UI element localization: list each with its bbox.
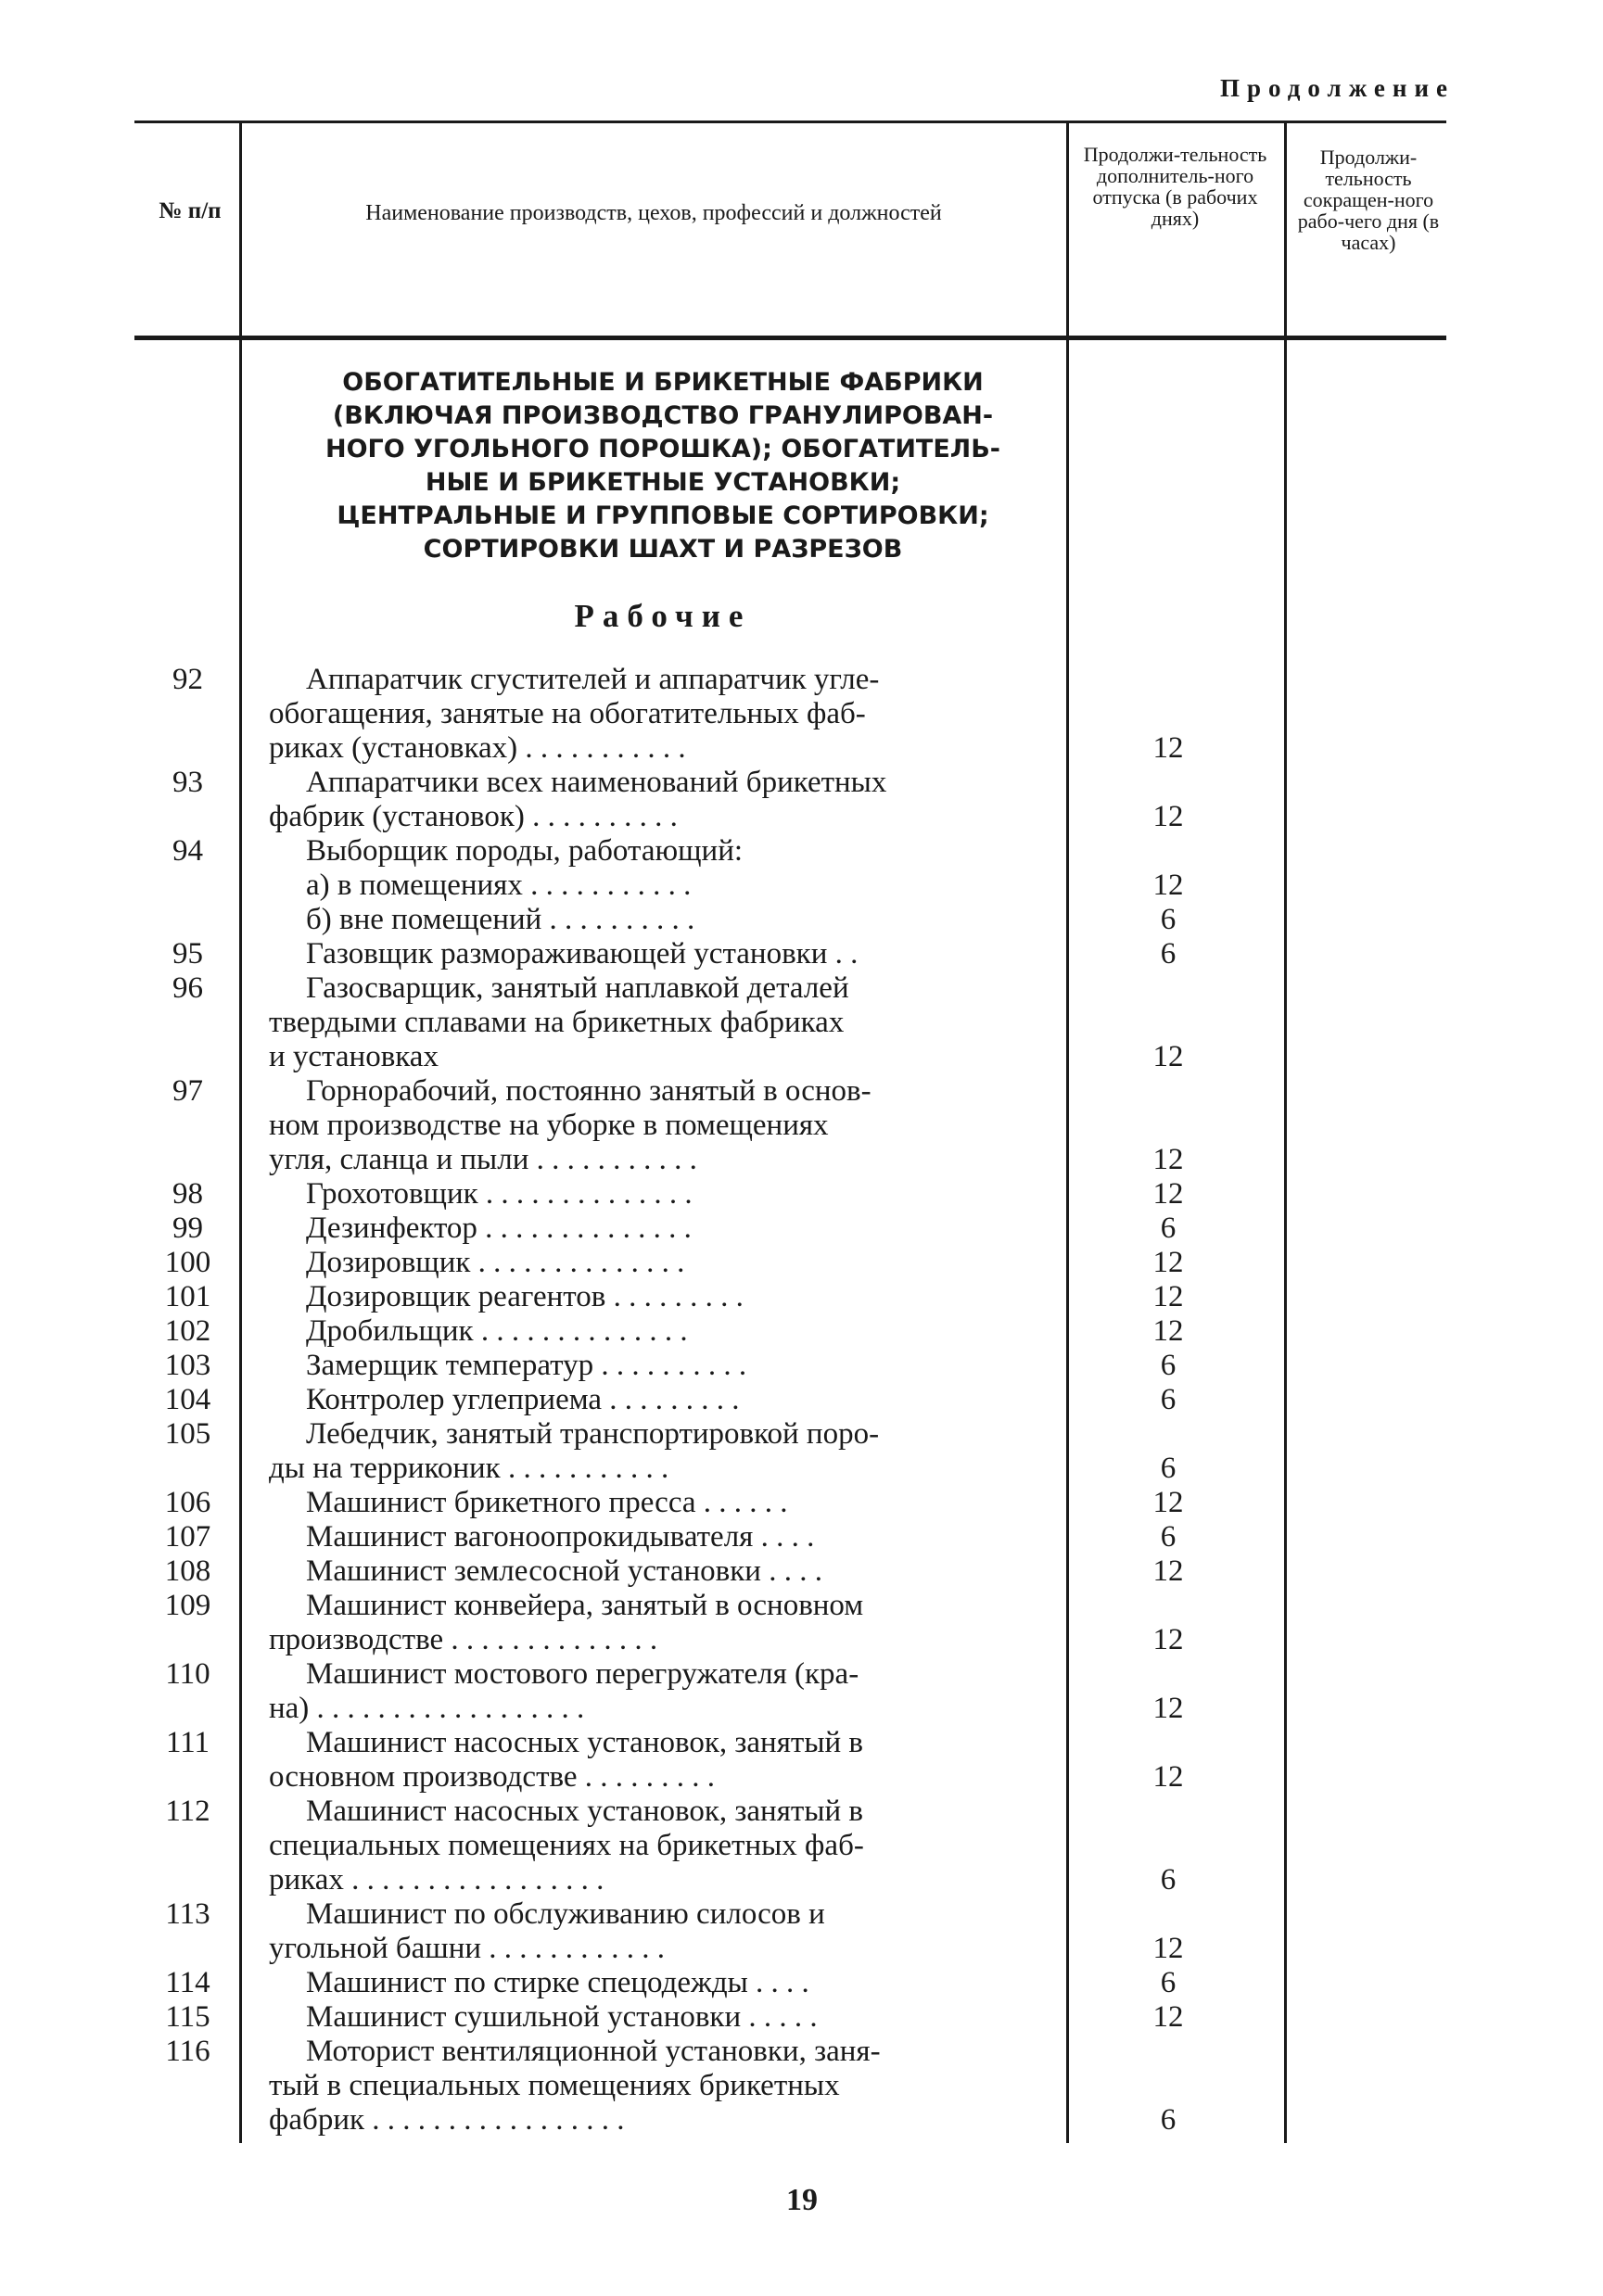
row-title-line: угольной башни . . . . . . . . . . . . [269, 1932, 666, 1965]
row-number: 98 [172, 1177, 203, 1211]
column-divider-body-2 [1066, 340, 1069, 2143]
row-title-line: специальных помещениях на брикетных фаб- [269, 1829, 864, 1862]
row-title [269, 1486, 1052, 1520]
column-divider-body-3 [1284, 340, 1287, 2143]
row-title-line: Машинист сушильной установки . . . . . [306, 2000, 818, 2034]
column-divider-1 [239, 123, 242, 336]
row-title [269, 1314, 1052, 1349]
row-number: 115 [165, 2000, 210, 2034]
row-title [269, 1246, 1052, 1280]
leave-days-value: 6 [1160, 1863, 1177, 1896]
row-title [269, 1966, 1052, 2000]
leave-days-value: 6 [1160, 1349, 1177, 1382]
row-title-line: Газовщик размораживающей установки . . [306, 937, 859, 970]
row-title-line: риках . . . . . . . . . . . . . . . . . [269, 1863, 604, 1896]
row-title [269, 1897, 1052, 1966]
section-title [269, 366, 1057, 566]
leave-days-value: 6 [1160, 937, 1177, 970]
row-title-line: Газосварщик, занятый наплавкой деталей [306, 971, 849, 1005]
row-title [269, 937, 1052, 971]
section-title-line: НЫЕ И БРИКЕТНЫЕ УСТАНОВКИ; [425, 468, 901, 497]
row-title-line: фабрик . . . . . . . . . . . . . . . . . [269, 2103, 625, 2137]
leave-days-value: 6 [1160, 1966, 1177, 1999]
row-title-line: Контролер углеприема . . . . . . . . . [306, 1383, 740, 1416]
row-title-line: б) вне помещений . . . . . . . . . . [306, 903, 695, 936]
row-number: 114 [165, 1966, 210, 1999]
leave-days-value: 12 [1152, 1760, 1184, 1794]
row-title-line: Замерщик температур . . . . . . . . . . [306, 1349, 747, 1382]
row-title-line: Грохотовщик . . . . . . . . . . . . . . [306, 1177, 693, 1211]
leave-days-value: 12 [1152, 1554, 1184, 1588]
row-title [269, 1177, 1052, 1211]
leave-days-value: 6 [1160, 1520, 1177, 1554]
row-title [269, 1349, 1052, 1383]
row-title [269, 971, 1052, 1074]
leave-days-value: 12 [1152, 869, 1184, 902]
row-title [269, 1211, 1052, 1246]
row-number: 94 [172, 834, 203, 868]
row-title [269, 766, 1052, 834]
row-title [269, 869, 1052, 903]
section-title-line: ОБОГАТИТЕЛЬНЫЕ И БРИКЕТНЫЕ ФАБРИКИ [342, 368, 984, 397]
row-title [269, 1417, 1052, 1486]
section-title-line: НОГО УГОЛЬНОГО ПОРОШКА); ОБОГАТИТЕЛЬ- [324, 435, 1000, 463]
leave-days-value: 12 [1152, 800, 1184, 833]
row-title-line: Дезинфектор . . . . . . . . . . . . . . [306, 1211, 692, 1245]
row-number: 110 [165, 1657, 210, 1691]
leave-days-value: 12 [1152, 1623, 1184, 1656]
row-title-line: основном производстве . . . . . . . . . [269, 1760, 716, 1794]
row-number: 111 [165, 1726, 210, 1759]
header-top-rule [134, 121, 1446, 123]
leave-days-value: 12 [1152, 1280, 1184, 1313]
leave-days-value: 12 [1152, 1486, 1184, 1519]
header-name-column: Наименование производств, цехов, профессий и должностей [365, 201, 942, 225]
header-short-day-column: Продолжи-тельность сокращен-ного рабо-чего дня (в часах) [1297, 146, 1440, 255]
column-divider-3 [1284, 123, 1287, 336]
row-title-line: Дозировщик реагентов . . . . . . . . . [306, 1280, 744, 1313]
continuation-label: Продолжение [1220, 74, 1455, 102]
row-title-line: Машинист насосных установок, занятый в [306, 1795, 863, 1828]
row-title-line: фабрик (установок) . . . . . . . . . . [269, 800, 678, 833]
row-title-line: ды на терриконик . . . . . . . . . . . [269, 1452, 669, 1485]
row-title [269, 2035, 1052, 2137]
header-number-column: № п/п [159, 198, 222, 223]
row-number: 103 [164, 1349, 211, 1382]
row-title [269, 1589, 1052, 1657]
row-title [269, 1520, 1052, 1554]
leave-days-value: 12 [1152, 1177, 1184, 1211]
row-title-line: Моторист вентиляционной установки, заня- [306, 2035, 881, 2068]
row-number: 113 [165, 1897, 210, 1931]
row-title-line: угля, сланца и пыли . . . . . . . . . . . [269, 1143, 697, 1176]
column-divider-body-1 [239, 340, 242, 2143]
row-number: 108 [164, 1554, 211, 1588]
row-number: 112 [165, 1795, 210, 1828]
row-number: 102 [164, 1314, 211, 1348]
row-number: 105 [164, 1417, 211, 1451]
row-title-line: на) . . . . . . . . . . . . . . . . . . [269, 1692, 585, 1725]
leave-days-value: 6 [1160, 1383, 1177, 1416]
row-title-line: Лебедчик, занятый транспортировкой поро- [306, 1417, 880, 1451]
row-title [269, 663, 1052, 766]
row-title-line: Машинист насосных установок, занятый в [306, 1726, 863, 1759]
row-number: 96 [172, 971, 203, 1005]
row-title-line: риках (установках) . . . . . . . . . . . [269, 731, 686, 765]
row-number: 104 [164, 1383, 211, 1416]
row-title-line: и установках [269, 1040, 439, 1073]
row-title-line: Аппаратчики всех наименований брикетных [306, 766, 887, 799]
row-title-line: Машинист землесосной установки . . . . [306, 1554, 822, 1588]
page-number: 19 [786, 2183, 818, 2217]
row-title-line: Выборщик породы, работающий: [306, 834, 744, 868]
row-title-line: Дробильщик . . . . . . . . . . . . . . [306, 1314, 688, 1348]
leave-days-value: 12 [1152, 2000, 1184, 2034]
row-number: 101 [164, 1280, 211, 1313]
row-title-line: Горнорабочий, постоянно занятый в основ- [306, 1074, 871, 1108]
row-title-line: Аппаратчик сгустителей и аппаратчик угле- [306, 663, 880, 696]
leave-days-value: 6 [1160, 1211, 1177, 1245]
row-title-line: Машинист по обслуживанию силосов и [306, 1897, 825, 1931]
row-title-line: Машинист по стирке спецодежды . . . . [306, 1966, 809, 1999]
row-number: 100 [164, 1246, 211, 1279]
leave-days-value: 12 [1152, 1040, 1184, 1073]
section-title-line: (ВКЛЮЧАЯ ПРОИЗВОДСТВО ГРАНУЛИРОВАН- [332, 401, 994, 430]
row-title-line: Машинист брикетного пресса . . . . . . [306, 1486, 788, 1519]
column-divider-2 [1066, 123, 1069, 336]
row-title-line: а) в помещениях . . . . . . . . . . . [306, 869, 692, 902]
header-bottom-rule [134, 336, 1446, 340]
row-number: 97 [172, 1074, 203, 1108]
row-title [269, 2000, 1052, 2035]
row-title-line: производстве . . . . . . . . . . . . . . [269, 1623, 658, 1656]
row-title-line: Машинист конвейера, занятый в основном [306, 1589, 864, 1622]
leave-days-value: 6 [1160, 1452, 1177, 1485]
row-title [269, 1074, 1052, 1177]
row-title-line: ном производстве на уборке в помещениях [269, 1109, 829, 1142]
row-title [269, 1280, 1052, 1314]
row-number: 99 [172, 1211, 203, 1245]
row-title-line: обогащения, занятые на обогатительных фаб- [269, 697, 866, 730]
leave-days-value: 6 [1160, 903, 1177, 936]
leave-days-value: 12 [1152, 1932, 1184, 1965]
row-title [269, 1554, 1052, 1589]
row-title [269, 903, 1052, 937]
row-title-line: Дозировщик . . . . . . . . . . . . . . [306, 1246, 685, 1279]
leave-days-value: 12 [1152, 1314, 1184, 1348]
row-number: 106 [164, 1486, 211, 1519]
row-title-line: Машинист мостового перегружателя (кра- [306, 1657, 859, 1691]
leave-days-value: 12 [1152, 1143, 1184, 1176]
row-title [269, 1726, 1052, 1795]
section-title-line: ЦЕНТРАЛЬНЫЕ И ГРУППОВЫЕ СОРТИРОВКИ; [337, 501, 989, 530]
row-title-line: твердыми сплавами на брикетных фабриках [269, 1006, 845, 1039]
header-leave-column: Продолжи-тельность дополнитель-ного отпуска (в рабочих днях) [1083, 143, 1267, 231]
leave-days-value: 12 [1152, 1692, 1184, 1725]
row-number: 92 [172, 663, 203, 696]
leave-days-value: 12 [1152, 731, 1184, 765]
row-title [269, 1383, 1052, 1417]
leave-days-value: 12 [1152, 1246, 1184, 1279]
section-title-line: СОРТИРОВКИ ШАХТ И РАЗРЕЗОВ [423, 535, 903, 564]
row-number: 95 [172, 937, 203, 970]
row-title [269, 1657, 1052, 1726]
row-title-line: тый в специальных помещениях брикетных [269, 2069, 840, 2102]
row-number: 93 [172, 766, 203, 799]
row-title-line: Машинист вагоноопрокидывателя . . . . [306, 1520, 815, 1554]
section-subtitle: Рабочие [574, 598, 752, 634]
leave-days-value: 6 [1160, 2103, 1177, 2137]
row-title [269, 1795, 1052, 1897]
row-title [269, 834, 1052, 869]
row-number: 116 [165, 2035, 210, 2068]
row-number: 107 [164, 1520, 211, 1554]
row-number: 109 [164, 1589, 211, 1622]
